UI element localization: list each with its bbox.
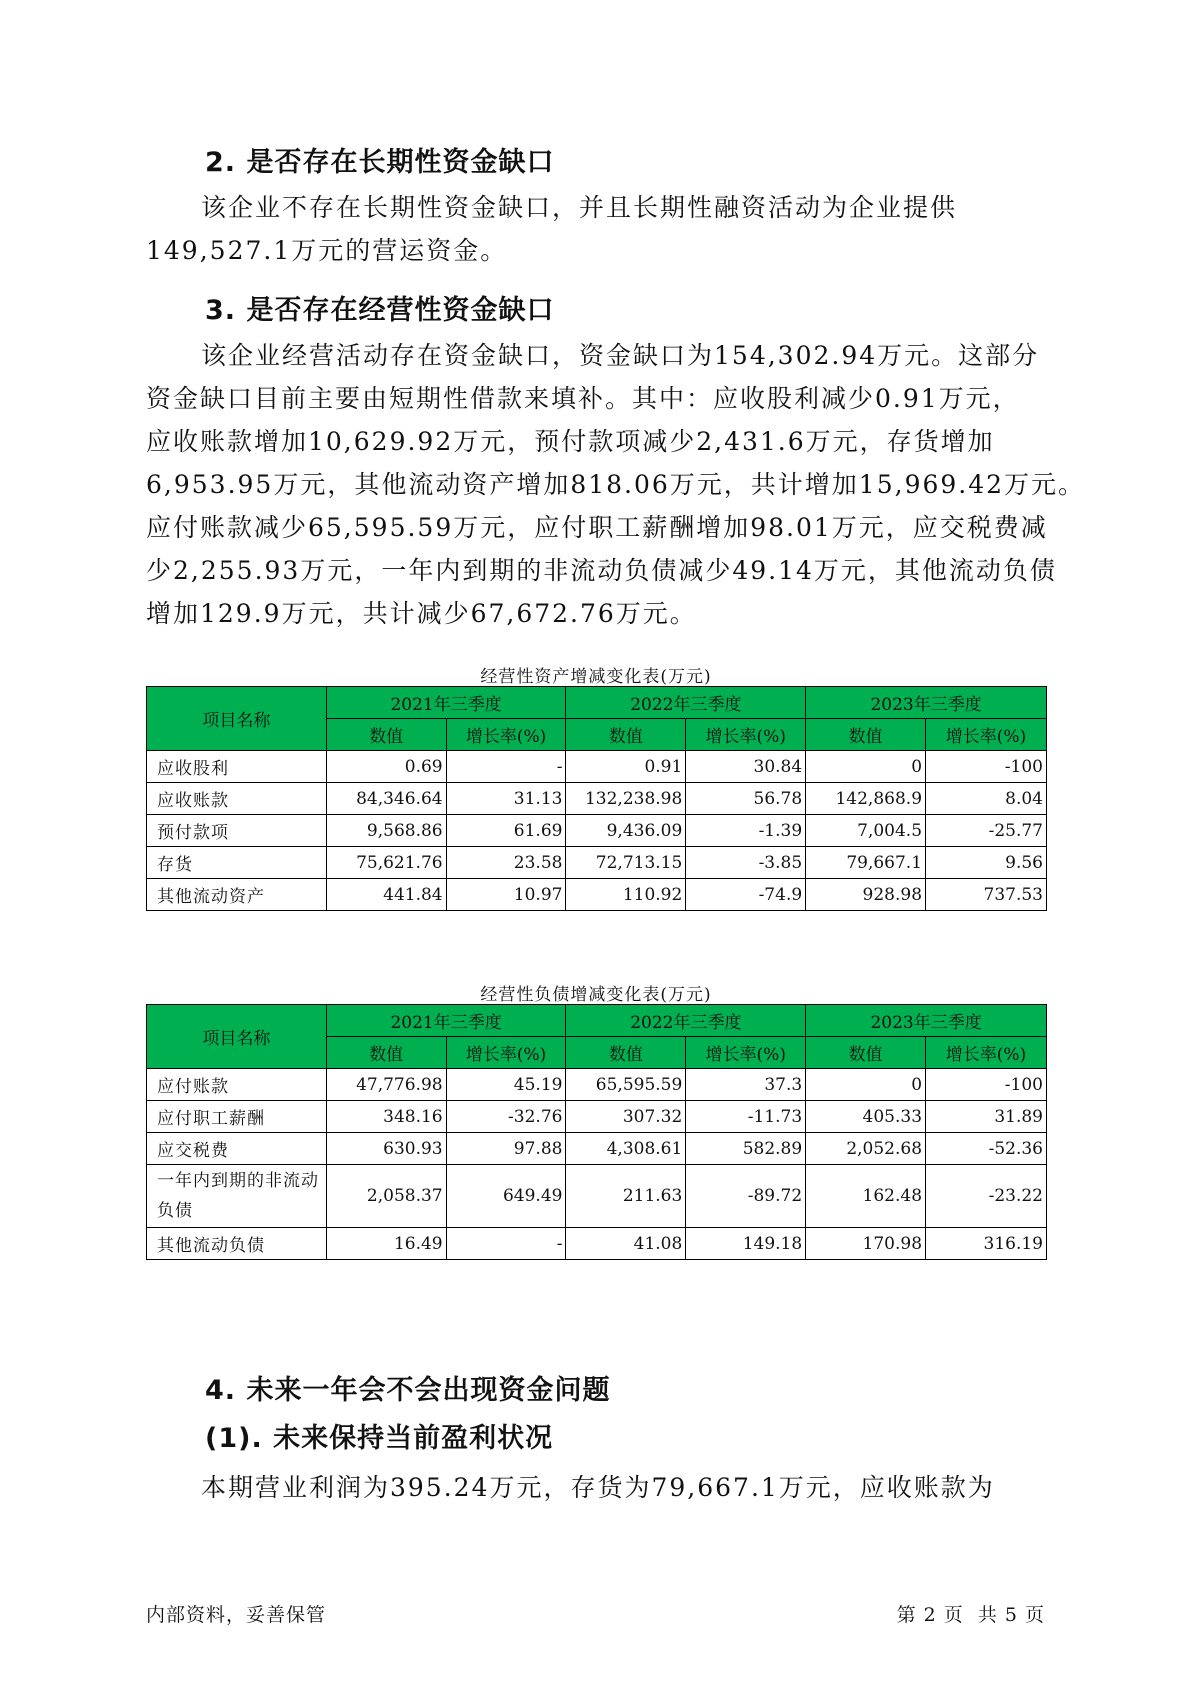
table-row <box>147 751 1047 783</box>
header-period: 2022年三季度 <box>566 687 806 719</box>
section-4-body <box>146 1466 1046 1509</box>
header-item-name: 项目名称 <box>147 1005 327 1069</box>
cell-value: 405.33 <box>806 1101 926 1133</box>
row-label: 其他流动负债 <box>147 1228 327 1260</box>
table-row <box>147 1101 1047 1133</box>
row-label: 应付账款 <box>147 1069 327 1101</box>
header-period: 2023年三季度 <box>806 1005 1047 1037</box>
cell-value: 4,308.61 <box>566 1133 686 1165</box>
paragraph-line: 资金缺口目前主要由短期性借款来填补。其中：应收股利减少0.91万元， <box>146 384 1020 413</box>
cell-rate: -74.9 <box>686 879 806 911</box>
header-value: 数值 <box>326 1037 446 1069</box>
cell-rate: -23.22 <box>926 1165 1047 1228</box>
header-rate: 增长率(%) <box>926 719 1047 751</box>
cell-rate: 737.53 <box>926 879 1047 911</box>
cell-value: 0 <box>806 1069 926 1101</box>
cell-rate: 8.04 <box>926 783 1047 815</box>
cell-rate: -11.73 <box>686 1101 806 1133</box>
cell-value: 162.48 <box>806 1165 926 1228</box>
table-row <box>147 1069 1047 1101</box>
cell-rate: - <box>446 1228 566 1260</box>
header-period: 2021年三季度 <box>326 1005 566 1037</box>
table-row <box>147 1165 1047 1228</box>
row-label: 应付职工薪酬 <box>147 1101 327 1133</box>
cell-value: 348.16 <box>326 1101 446 1133</box>
header-rate: 增长率(%) <box>686 719 806 751</box>
cell-rate: 30.84 <box>686 751 806 783</box>
cell-rate: -89.72 <box>686 1165 806 1228</box>
header-item-name: 项目名称 <box>147 687 327 751</box>
row-label: 一年内到期的非流动负债 <box>147 1165 327 1228</box>
assets-table-caption: 经营性资产增减变化表(万元) <box>480 667 712 687</box>
table-row <box>147 1133 1047 1165</box>
cell-rate: 9.56 <box>926 847 1047 879</box>
cell-value: 0.69 <box>326 751 446 783</box>
header-period: 2023年三季度 <box>806 687 1047 719</box>
cell-value: 110.92 <box>566 879 686 911</box>
section-4-subheading: (1). 未来保持当前盈利状况 <box>205 1423 554 1454</box>
assets-table <box>146 686 1047 911</box>
cell-rate: -25.77 <box>926 815 1047 847</box>
header-period: 2022年三季度 <box>566 1005 806 1037</box>
cell-rate: 61.69 <box>446 815 566 847</box>
cell-value: 0.91 <box>566 751 686 783</box>
table-row <box>147 879 1047 911</box>
row-label: 存货 <box>147 847 327 879</box>
header-rate: 增长率(%) <box>446 719 566 751</box>
paragraph-line: 该企业经营活动存在资金缺口，资金缺口为154,302.94万元。这部分 <box>201 341 1040 370</box>
cell-rate: 649.49 <box>446 1165 566 1228</box>
cell-rate: 582.89 <box>686 1133 806 1165</box>
header-period: 2021年三季度 <box>326 687 566 719</box>
footer-page-number: 第 2 页 共 5 页 <box>896 1604 1045 1626</box>
row-label: 预付款项 <box>147 815 327 847</box>
paragraph-line: 149,527.1万元的营运资金。 <box>146 236 508 265</box>
cell-rate: 149.18 <box>686 1228 806 1260</box>
header-value: 数值 <box>326 719 446 751</box>
header-rate: 增长率(%) <box>686 1037 806 1069</box>
cell-value: 79,667.1 <box>806 847 926 879</box>
cell-value: 2,058.37 <box>326 1165 446 1228</box>
table-row <box>147 815 1047 847</box>
paragraph-line: 6,953.95万元，其他流动资产增加818.06万元，共计增加15,969.42万元。 <box>146 470 1086 499</box>
cell-rate: -100 <box>926 1069 1047 1101</box>
cell-value: 441.84 <box>326 879 446 911</box>
cell-rate: 56.78 <box>686 783 806 815</box>
cell-rate: 10.97 <box>446 879 566 911</box>
cell-value: 47,776.98 <box>326 1069 446 1101</box>
cell-value: 0 <box>806 751 926 783</box>
cell-value: 65,595.59 <box>566 1069 686 1101</box>
cell-rate: - <box>446 751 566 783</box>
section-3-body <box>146 334 1086 635</box>
cell-value: 142,868.9 <box>806 783 926 815</box>
cell-value: 84,346.64 <box>326 783 446 815</box>
row-label: 应收账款 <box>147 783 327 815</box>
cell-rate: 97.88 <box>446 1133 566 1165</box>
cell-value: 307.32 <box>566 1101 686 1133</box>
cell-rate: 31.13 <box>446 783 566 815</box>
cell-rate: -52.36 <box>926 1133 1047 1165</box>
table-header-row <box>147 1005 1047 1037</box>
table-row <box>147 847 1047 879</box>
section-2-heading: 2. 是否存在长期性资金缺口 <box>205 147 555 178</box>
header-value: 数值 <box>806 719 926 751</box>
cell-rate: 45.19 <box>446 1069 566 1101</box>
cell-value: 928.98 <box>806 879 926 911</box>
cell-value: 2,052.68 <box>806 1133 926 1165</box>
header-value: 数值 <box>806 1037 926 1069</box>
cell-rate: -1.39 <box>686 815 806 847</box>
table-header-row <box>147 687 1047 719</box>
cell-value: 9,568.86 <box>326 815 446 847</box>
table-row <box>147 783 1047 815</box>
liabilities-table <box>146 1004 1047 1260</box>
cell-rate: 37.3 <box>686 1069 806 1101</box>
cell-value: 170.98 <box>806 1228 926 1260</box>
footer-confidential-note: 内部资料，妥善保管 <box>146 1604 327 1626</box>
paragraph-line: 少2,255.93万元，一年内到期的非流动负债减少49.14万元，其他流动负债 <box>146 556 1057 585</box>
paragraph-line: 本期营业利润为395.24万元，存货为79,667.1万元，应收账款为 <box>201 1473 995 1502</box>
header-rate: 增长率(%) <box>446 1037 566 1069</box>
cell-rate: 23.58 <box>446 847 566 879</box>
row-label: 应交税费 <box>147 1133 327 1165</box>
paragraph-line: 该企业不存在长期性资金缺口，并且长期性融资活动为企业提供 <box>201 193 958 222</box>
header-rate: 增长率(%) <box>926 1037 1047 1069</box>
cell-value: 630.93 <box>326 1133 446 1165</box>
cell-value: 132,238.98 <box>566 783 686 815</box>
section-4-heading: 4. 未来一年会不会出现资金问题 <box>205 1375 611 1406</box>
header-value: 数值 <box>566 719 686 751</box>
cell-value: 41.08 <box>566 1228 686 1260</box>
cell-value: 9,436.09 <box>566 815 686 847</box>
section-2-body <box>146 186 1046 272</box>
cell-value: 72,713.15 <box>566 847 686 879</box>
cell-value: 7,004.5 <box>806 815 926 847</box>
cell-value: 75,621.76 <box>326 847 446 879</box>
paragraph-line: 应收账款增加10,629.92万元，预付款项减少2,431.6万元，存货增加 <box>146 427 995 456</box>
header-value: 数值 <box>566 1037 686 1069</box>
cell-rate: -32.76 <box>446 1101 566 1133</box>
cell-value: 16.49 <box>326 1228 446 1260</box>
paragraph-line: 增加129.9万元，共计减少67,672.76万元。 <box>146 599 697 628</box>
section-3-heading: 3. 是否存在经营性资金缺口 <box>205 295 555 326</box>
cell-value: 211.63 <box>566 1165 686 1228</box>
cell-rate: 316.19 <box>926 1228 1047 1260</box>
row-label: 其他流动资产 <box>147 879 327 911</box>
liabilities-table-caption: 经营性负债增减变化表(万元) <box>480 985 712 1005</box>
cell-rate: -3.85 <box>686 847 806 879</box>
row-label: 应收股利 <box>147 751 327 783</box>
cell-rate: -100 <box>926 751 1047 783</box>
paragraph-line: 应付账款减少65,595.59万元，应付职工薪酬增加98.01万元，应交税费减 <box>146 513 1048 542</box>
table-row <box>147 1228 1047 1260</box>
cell-rate: 31.89 <box>926 1101 1047 1133</box>
